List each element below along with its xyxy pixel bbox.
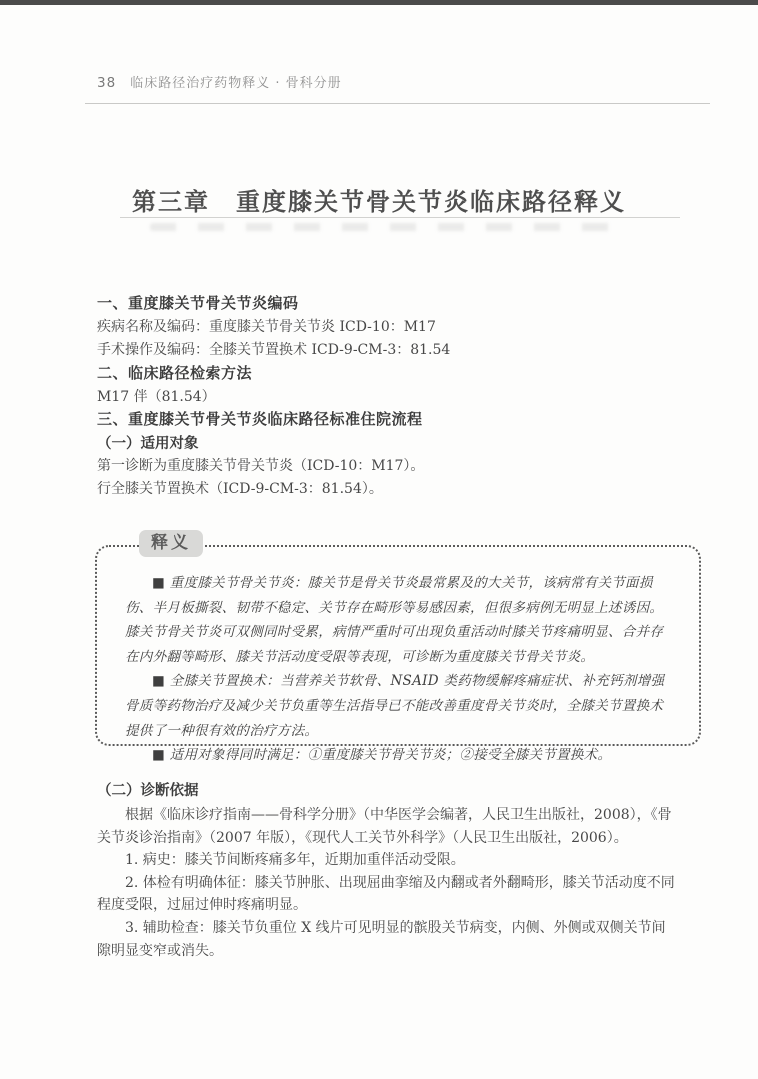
procedure-code-line: 手术操作及编码：全膝关节置换术 ICD-9-CM-3：81.54 xyxy=(97,341,451,358)
running-header xyxy=(97,72,697,91)
main-text-column xyxy=(97,292,675,501)
subsection-2-heading: （二）诊断依据 xyxy=(97,782,199,799)
search-code-line: M17 伴（81.54） xyxy=(97,388,216,405)
diagnosis-item: 3. 辅助检查：膝关节负重位 X 线片可见明显的髌股关节病变，内侧、外侧或双侧关节间隙明显变窄或消失。 xyxy=(97,919,666,959)
section-1-heading: 一、重度膝关节骨关节炎编码 xyxy=(97,294,299,312)
header-divider xyxy=(85,103,710,104)
print-bleed-artifact xyxy=(150,223,630,231)
annotation-box-label: 释义 xyxy=(139,530,203,557)
running-header-title: 临床路径治疗药物释义 · 骨科分册 xyxy=(130,76,342,91)
diagnosis-item: 2. 体检有明确体征：膝关节肿胀、出现屈曲挛缩及内翻或者外翻畸形，膝关节活动度不同程度受限，过屈过伸时疼痛明显。 xyxy=(97,874,675,914)
annotation-paragraph: ■ 重度膝关节骨关节炎：膝关节是骨关节炎最常累及的大关节，该病常有关节面损伤、半月板撕裂、韧带不稳定、关节存在畸形等易感因素，但很多病例无明显上述诱因。膝关节骨关节炎可双侧同时受累，病情严重时可出现负重活动时膝关节疼痛明显、合并存在内外翻等畸形、膝关节活动度受限等表现，可诊断为重度膝关节骨关节炎。 xyxy=(125,575,664,665)
annotation-paragraph: ■ 适用对象得同时满足：①重度膝关节骨关节炎；②接受全膝关节置换术。 xyxy=(152,747,612,764)
target-diagnosis-line: 第一诊断为重度膝关节骨关节炎（ICD-10：M17）。 xyxy=(97,458,425,475)
diagnosis-reference-paragraph: 根据《临床诊疗指南——骨科学分册》（中华医学会编著，人民卫生出版社，2008），《骨关节炎诊治指南》（2007 年版），《现代人工关节外科学》（人民卫生出版社，2006）。 xyxy=(97,807,672,846)
section-3-heading: 三、重度膝关节骨关节炎临床路径标准住院流程 xyxy=(97,410,423,429)
disease-code-line: 疾病名称及编码：重度膝关节骨关节炎 ICD-10：M17 xyxy=(97,319,436,335)
subsection-1-heading: （一）适用对象 xyxy=(97,435,199,453)
page-number: 38 xyxy=(97,75,117,91)
annotation-box xyxy=(95,533,701,764)
scan-edge-artifact xyxy=(0,0,758,5)
title-ghost-rule xyxy=(120,217,680,218)
diagnosis-section xyxy=(97,779,677,962)
chapter-title: 第三章 重度膝关节骨关节炎临床路径释义 xyxy=(132,187,626,216)
diagnosis-item: 1. 病史：膝关节间断疼痛多年，近期加重伴活动受限。 xyxy=(125,852,465,869)
annotation-paragraph: ■ 全膝关节置换术：当营养关节软骨、NSAID 类药物缓解疼痛症状、补充钙剂增强骨质等药物治疗及减少关节负重等生活指导已不能改善重度骨关节炎时，全膝关节置换术提供了一种很有效的治疗方法。 xyxy=(125,673,665,739)
section-2-heading: 二、临床路径检索方法 xyxy=(97,363,253,382)
target-procedure-line: 行全膝关节置换术（ICD-9-CM-3：81.54）。 xyxy=(97,481,383,498)
